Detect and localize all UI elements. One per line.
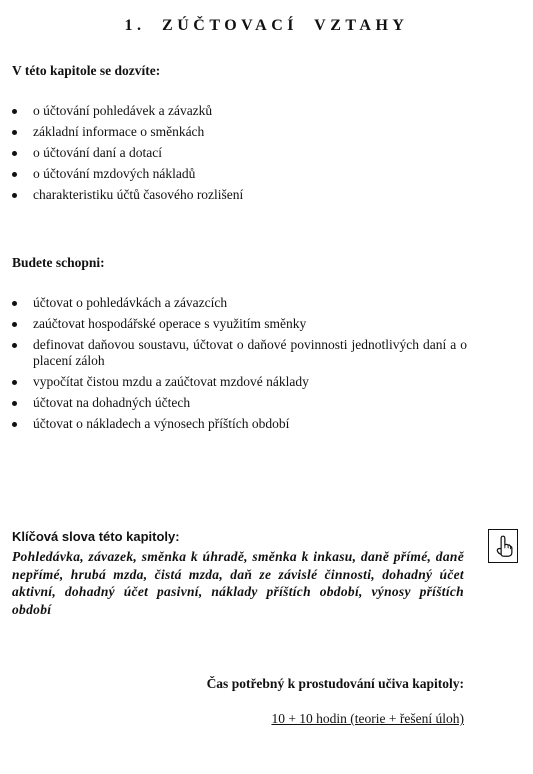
list-item: vypočítat čistou mzdu a zaúčtovat mzdové náklady [12, 374, 467, 390]
list-item: o účtování pohledávek a závazků [12, 103, 467, 119]
bullet-icon [12, 130, 17, 135]
list-item: charakteristiku účtů časového rozlišení [12, 187, 467, 203]
learn-heading: V této kapitole se dozvíte: [12, 63, 161, 78]
keywords-text: Pohledávka, závazek, směnka k úhradě, směnka k inkasu, daně přímé, daně nepřímé, hrubá mzda, čistá mzda, daň ze závislé činnosti, dohadný účet aktivní, dohadný účet pasivní, náklady příštích období, výnosy příštích období [12, 549, 464, 617]
keywords-heading: Klíčová slova této kapitoly: [12, 529, 180, 544]
bullet-icon [12, 151, 17, 156]
study-time-label: Čas potřebný k prostudování učiva kapitoly: [206, 676, 464, 691]
bullet-icon [12, 109, 17, 114]
list-item: účtovat o nákladech a výnosech příštích období [12, 416, 467, 432]
list-item: účtovat na dohadných účtech [12, 395, 467, 411]
pointing-hand-icon [488, 529, 518, 563]
list-item: zaúčtovat hospodářské operace s využitím směnky [12, 316, 467, 332]
bullet-icon [12, 322, 17, 327]
learn-list [12, 103, 467, 208]
list-item: o účtování mzdových nákladů [12, 166, 467, 182]
bullet-icon [12, 343, 17, 348]
study-time-value: 10 + 10 hodin (teorie + řešení úloh) [271, 711, 464, 726]
able-heading: Budete schopni: [12, 255, 105, 270]
list-item: definovat daňovou soustavu, účtovat o daňové povinnosti jednotlivých daní a o placení záloh [12, 337, 467, 369]
bullet-icon [12, 401, 17, 406]
bullet-icon [12, 193, 17, 198]
bullet-icon [12, 380, 17, 385]
list-item: účtovat o pohledávkách a závazcích [12, 295, 467, 311]
bullet-icon [12, 172, 17, 177]
bullet-icon [12, 301, 17, 306]
list-item: základní informace o směnkách [12, 124, 467, 140]
chapter-title: 1. ZÚČTOVACÍ VZTAHY [124, 17, 409, 34]
bullet-icon [12, 422, 17, 427]
able-list [12, 295, 467, 437]
list-item: o účtování daní a dotací [12, 145, 467, 161]
